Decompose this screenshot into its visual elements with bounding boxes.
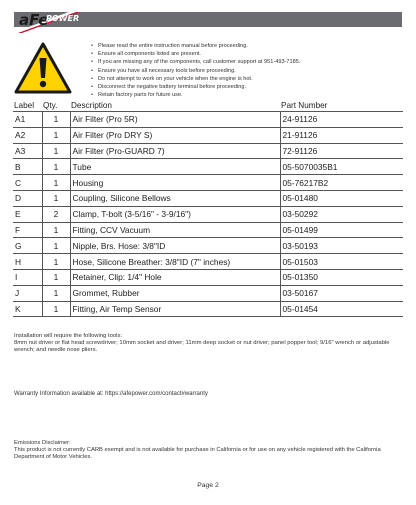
cell-qty: 1 bbox=[42, 254, 70, 270]
emissions-disclaimer bbox=[14, 440, 406, 461]
table-row bbox=[13, 112, 403, 128]
afe-power-logo bbox=[16, 6, 86, 36]
cell-label: A2 bbox=[13, 127, 42, 143]
note-item: • Ensure all components listed are present. bbox=[91, 51, 201, 58]
cell-description: Fitting, CCV Vacuum bbox=[70, 222, 280, 238]
cell-qty: 2 bbox=[42, 206, 70, 222]
cell-label: A3 bbox=[13, 143, 42, 159]
cell-label: H bbox=[13, 254, 42, 270]
table-row bbox=[13, 175, 403, 191]
cell-label: I bbox=[13, 269, 42, 285]
note-item: • Ensure you have all necessary tools before proceeding. bbox=[91, 67, 236, 74]
cell-part-number: 05-76217B2 bbox=[280, 175, 403, 191]
cell-qty: 1 bbox=[42, 159, 70, 175]
cell-qty: 1 bbox=[42, 269, 70, 285]
cell-label: J bbox=[13, 285, 42, 301]
cell-description: Air Filter (Pro-GUARD 7) bbox=[70, 143, 280, 159]
cell-description: Clamp, T-bolt (3-5/16" - 3-9/16") bbox=[70, 206, 280, 222]
cell-label: D bbox=[13, 190, 42, 206]
logo-power-text: POWER bbox=[46, 14, 80, 23]
safety-notes bbox=[91, 42, 411, 99]
bullet-icon: • bbox=[91, 51, 93, 58]
warranty-info: Warranty Information available at: https://afepower.com/contact#warranty bbox=[14, 391, 208, 397]
cell-qty: 1 bbox=[42, 190, 70, 206]
install-tools-list: 8mm nut driver or flat head screwdriver; 10mm socket and driver; 11mm deep socket or nut driver; panel popper tool; 9/16" wrench or adjustable wrench; and needle nose pliers. bbox=[14, 340, 390, 354]
cell-qty: 1 bbox=[42, 112, 70, 128]
cell-qty: 1 bbox=[42, 301, 70, 317]
cell-description: Tube bbox=[70, 159, 280, 175]
cell-qty: 1 bbox=[42, 175, 70, 191]
cell-part-number: 03-50193 bbox=[280, 238, 403, 254]
header-description: Description bbox=[71, 100, 112, 110]
table-row bbox=[13, 143, 403, 159]
table-row bbox=[13, 127, 403, 143]
table-row bbox=[13, 238, 403, 254]
cell-part-number: 05-01350 bbox=[280, 269, 403, 285]
installation-tools bbox=[14, 333, 406, 355]
cell-label: A1 bbox=[13, 112, 42, 128]
bullet-icon: • bbox=[91, 92, 93, 99]
parts-table bbox=[13, 99, 403, 317]
cell-description: Air Filter (Pro DRY S) bbox=[70, 127, 280, 143]
table-row bbox=[13, 190, 403, 206]
table-row bbox=[13, 222, 403, 238]
note-item: • Retain factory parts for future use. bbox=[91, 92, 183, 99]
table-row bbox=[13, 254, 403, 270]
table-row bbox=[13, 206, 403, 222]
cell-part-number: 05-5070035B1 bbox=[280, 159, 403, 175]
cell-part-number: 05-01503 bbox=[280, 254, 403, 270]
cell-part-number: 72-91126 bbox=[280, 143, 403, 159]
emissions-body: This product is not currently CARB exempt and is not available for purchase in California or for use on any vehicle registered with the California Department of Motor Vehicles. bbox=[14, 447, 381, 461]
logo-afe-text: aFe bbox=[19, 11, 49, 29]
cell-label: C bbox=[13, 175, 42, 191]
cell-label: K bbox=[13, 301, 42, 317]
note-item: • Disconnect the negative battery terminal before proceeding. bbox=[91, 84, 247, 91]
cell-qty: 1 bbox=[42, 222, 70, 238]
cell-label: G bbox=[13, 238, 42, 254]
cell-qty: 1 bbox=[42, 285, 70, 301]
cell-part-number: 03-50292 bbox=[280, 206, 403, 222]
cell-label: B bbox=[13, 159, 42, 175]
cell-part-number: 03-50167 bbox=[280, 285, 403, 301]
cell-description: Air Filter (Pro 5R) bbox=[70, 112, 280, 128]
header-label: Label bbox=[14, 100, 35, 110]
table-row bbox=[13, 301, 403, 317]
cell-description: Housing bbox=[70, 175, 280, 191]
header-part-number: Part Number bbox=[281, 100, 328, 110]
cell-description: Nipple, Brs. Hose: 3/8"ID bbox=[70, 238, 280, 254]
table-row bbox=[13, 285, 403, 301]
note-item: • Please read the entire instruction manual before proceeding. bbox=[91, 43, 248, 49]
cell-part-number: 05-01454 bbox=[280, 301, 403, 317]
cell-qty: 1 bbox=[42, 143, 70, 159]
bullet-icon: • bbox=[91, 75, 93, 82]
table-row bbox=[13, 269, 403, 285]
header-qty: Qty. bbox=[43, 100, 58, 110]
page-number: Page 2 bbox=[197, 482, 219, 489]
bullet-icon: • bbox=[91, 59, 93, 66]
cell-qty: 1 bbox=[42, 127, 70, 143]
table-row bbox=[13, 159, 403, 175]
cell-description: Fitting, Air Temp Sensor bbox=[70, 301, 280, 317]
cell-description: Coupling, Silicone Bellows bbox=[70, 190, 280, 206]
bullet-icon: • bbox=[91, 84, 93, 91]
cell-part-number: 05-01499 bbox=[280, 222, 403, 238]
cell-qty: 1 bbox=[42, 238, 70, 254]
cell-label: E bbox=[13, 206, 42, 222]
bullet-icon: • bbox=[91, 43, 93, 49]
warning-triangle-icon bbox=[14, 42, 72, 94]
cell-description: Retainer, Clip: 1/4" Hole bbox=[70, 269, 280, 285]
note-item: • Do not attempt to work on your vehicle when the engine is hot. bbox=[91, 75, 253, 82]
bullet-icon: • bbox=[91, 67, 93, 74]
table-header-row bbox=[13, 99, 403, 112]
cell-description: Hose, Silicone Breather: 3/8"ID (7" inches) bbox=[70, 254, 280, 270]
install-heading: Installation will require the following tools: bbox=[14, 333, 123, 339]
cell-label: F bbox=[13, 222, 42, 238]
emissions-title: Emissions Disclaimer: bbox=[14, 440, 71, 446]
note-item: • If you are missing any of the components, call customer support at 951-493-7185. bbox=[91, 59, 301, 66]
cell-part-number: 21-91126 bbox=[280, 127, 403, 143]
cell-part-number: 24-91126 bbox=[280, 112, 403, 128]
cell-part-number: 05-01480 bbox=[280, 190, 403, 206]
cell-description: Grommet, Rubber bbox=[70, 285, 280, 301]
